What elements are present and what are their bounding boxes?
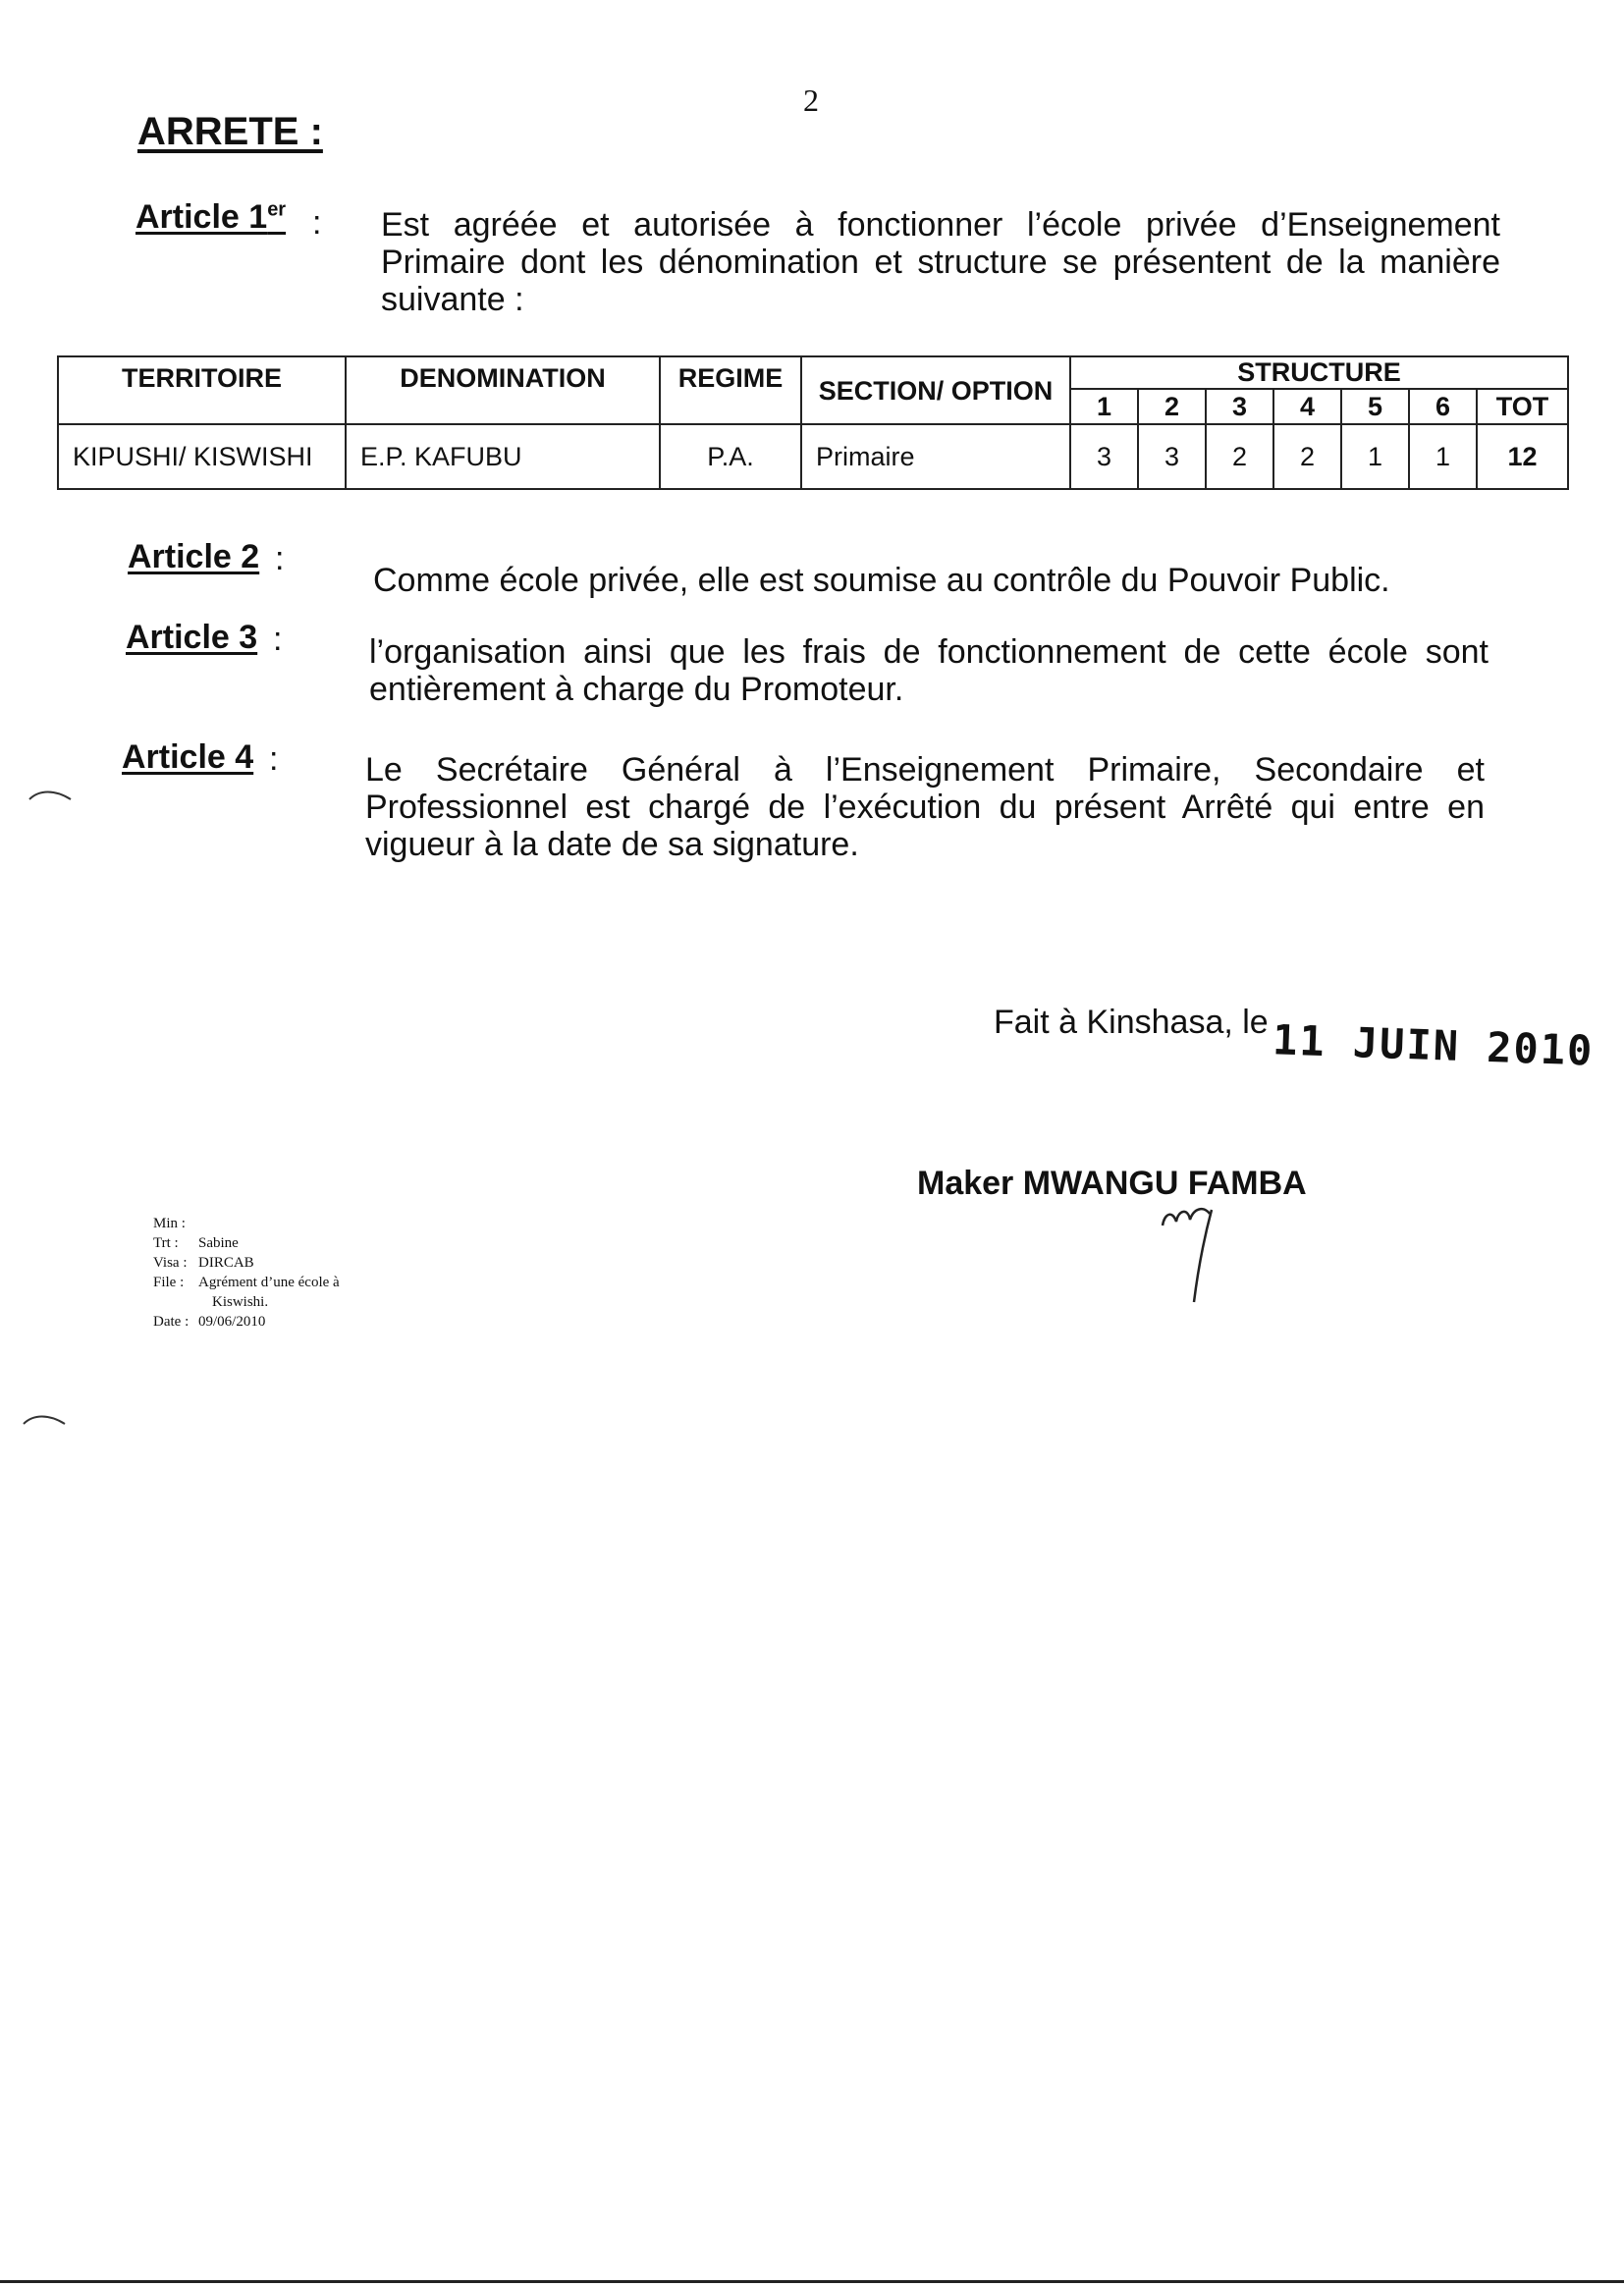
cell-structure-4: 2 (1273, 424, 1341, 489)
ref-trt-value: Sabine (198, 1235, 239, 1251)
article-2-label: Article 2 (128, 538, 260, 575)
article-3-colon: : (273, 621, 283, 658)
ref-date-label: Date : (153, 1314, 189, 1330)
header-structure-1: 1 (1070, 389, 1138, 424)
cell-denomination: E.P. KAFUBU (346, 424, 660, 489)
ref-file-value-cont: Kiswishi. (212, 1294, 269, 1310)
page-number: 2 (803, 82, 819, 118)
ref-visa-label: Visa : (153, 1255, 188, 1271)
header-section-option: SECTION/ OPTION (801, 356, 1070, 424)
article-2-text: Comme école privée, elle est soumise au contrôle du Pouvoir Public. (373, 562, 1390, 599)
ref-trt (153, 1233, 340, 1253)
page-bottom-edge (0, 2280, 1624, 2283)
article-1-label (135, 198, 286, 237)
article-1-superscript: er (267, 198, 287, 221)
place-date-prefix: Fait à Kinshasa, le (994, 1004, 1269, 1041)
scan-mark (27, 786, 77, 805)
ref-file-label: File : (153, 1275, 185, 1290)
article-1-label-text: Article 1 (135, 198, 268, 236)
cell-structure-6: 1 (1409, 424, 1477, 489)
header-denomination: DENOMINATION (346, 356, 660, 424)
header-structure-5: 5 (1341, 389, 1409, 424)
article-2-colon: : (275, 540, 285, 577)
header-structure-3: 3 (1206, 389, 1273, 424)
article-1-text: Est agréée et autorisée à fonctionner l’école privée d’Enseignement Primaire dont les dénomination et structure se présentent de la manière suivante : (381, 206, 1500, 318)
header-structure-2: 2 (1138, 389, 1206, 424)
cell-structure-2: 3 (1138, 424, 1206, 489)
cell-structure-tot: 12 (1477, 424, 1568, 489)
cell-structure-5: 1 (1341, 424, 1409, 489)
header-regime: REGIME (660, 356, 801, 424)
ref-trt-label: Trt : (153, 1235, 179, 1251)
ref-file (153, 1273, 340, 1292)
ref-min-label: Min : (153, 1216, 186, 1231)
cell-structure-3: 2 (1206, 424, 1273, 489)
cell-regime: P.A. (660, 424, 801, 489)
article-3-label: Article 3 (126, 619, 258, 656)
decree-heading: ARRETE : (137, 110, 323, 153)
article-4-label: Article 4 (122, 738, 254, 776)
cell-territoire: KIPUSHI/ KISWISHI (58, 424, 346, 489)
ref-visa-value: DIRCAB (198, 1255, 254, 1271)
table-header-row (58, 356, 1568, 389)
signature-mark (1155, 1200, 1243, 1308)
article-1-colon: : (312, 204, 322, 242)
ref-visa (153, 1253, 340, 1273)
header-structure-tot: TOT (1477, 389, 1568, 424)
ref-date-value: 09/06/2010 (198, 1314, 266, 1330)
reference-block (153, 1214, 340, 1332)
article-4-text: Le Secrétaire Général à l’Enseignement Primaire, Secondaire et Professionnel est chargé de l’exécution du présent Arrêté qui entre en vigueur à la date de sa signature. (365, 751, 1485, 863)
ref-min (153, 1214, 340, 1233)
header-structure-4: 4 (1273, 389, 1341, 424)
scan-mark (22, 1410, 71, 1430)
cell-section: Primaire (801, 424, 1070, 489)
cell-structure-1: 3 (1070, 424, 1138, 489)
school-structure-table (57, 355, 1569, 490)
ref-file-value: Agrément d’une école à (198, 1275, 340, 1290)
ref-file-cont (153, 1292, 340, 1312)
signatory-name: Maker MWANGU FAMBA (917, 1165, 1307, 1202)
table-row (58, 424, 1568, 489)
article-3-text: l’organisation ainsi que les frais de fonctionnement de cette école sont entièrement à charge du Promoteur. (369, 633, 1489, 708)
date-stamp: 11 JUIN 2010 (1272, 1015, 1596, 1075)
header-structure: STRUCTURE (1070, 356, 1568, 389)
ref-date (153, 1312, 340, 1332)
header-territoire: TERRITOIRE (58, 356, 346, 424)
header-structure-6: 6 (1409, 389, 1477, 424)
article-4-colon: : (269, 740, 279, 778)
